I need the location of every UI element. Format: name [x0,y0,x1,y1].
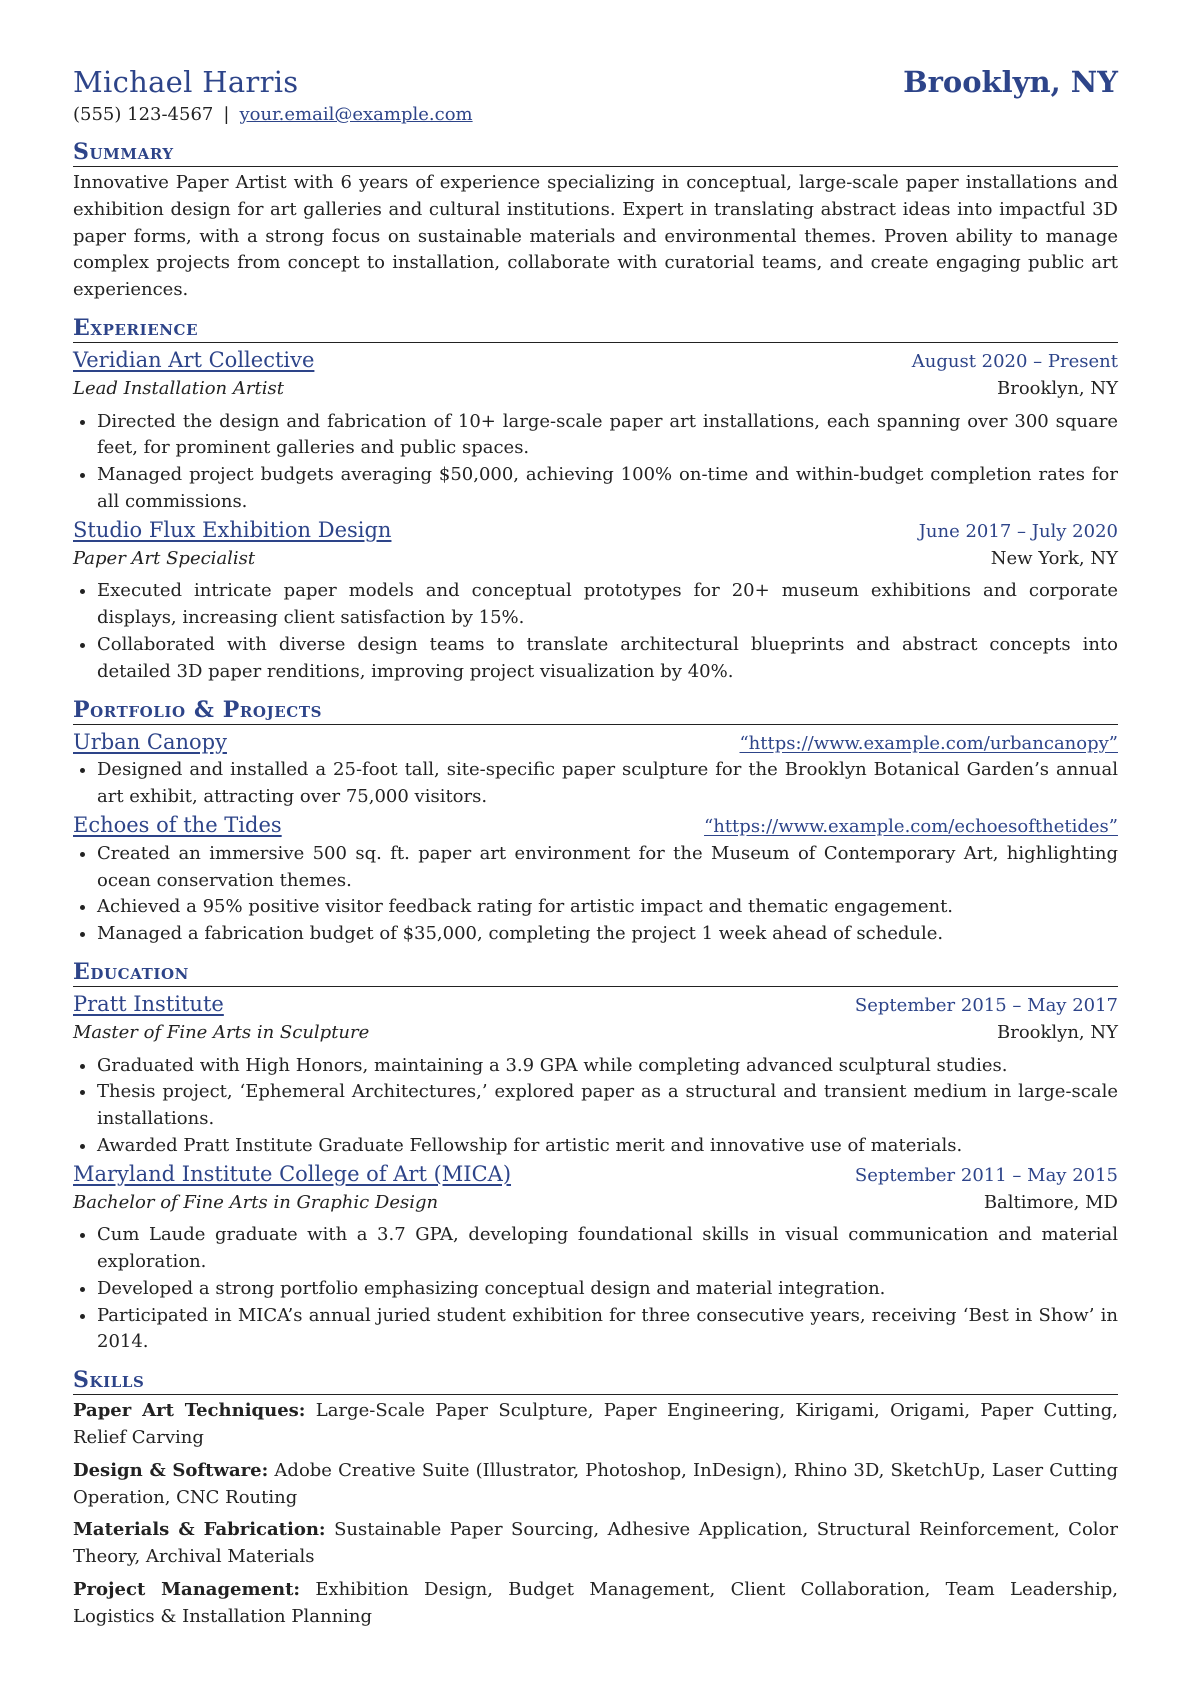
section-title-education: Education [73,958,1118,987]
skill-category: Project Management: [73,1579,301,1601]
project-name: Urban Canopy [73,729,227,754]
project-heading-row [73,728,1118,758]
candidate-name: Michael Harris [73,65,299,99]
section-title-summary: Summary [73,138,1118,167]
skill-values: Exhibition Design, Budget Management, Client Collaboration, Team Leadership, Logistics & Installation Planning [73,1579,1118,1627]
project-heading-row [73,811,1118,841]
entry-heading-row [73,346,1118,376]
contact-line [73,102,1118,128]
school-name: Maryland Institute College of Art (MICA) [73,1161,512,1186]
entry-heading-row [73,990,1118,1020]
employer-name: Studio Flux Exhibition Design [73,517,392,542]
skill-values: Adobe Creative Suite (Illustrator, Photoshop, InDesign), Rhino 3D, SketchUp, Laser Cutting Operation, CNC Routing [73,1459,1118,1508]
school-location: Brooklyn, NY [996,1021,1118,1043]
bullet-item: • Graduated with High Honors, maintaining a 3.9 GPA while completing advanced sculptural studies. [97,1053,1118,1080]
employer-name: Veridian Art Collective [73,347,315,372]
bullet-item: • Developed a strong portfolio emphasizing conceptual design and material integration. [97,1276,1118,1303]
degree-title: Bachelor of Fine Arts in Graphic Design [73,1191,439,1213]
employment-dates: August 2020 – Present [911,350,1118,372]
skill-values: Large-Scale Paper Sculpture, Paper Engineering, Kirigami, Origami, Paper Cutting, Relief Carving [73,1400,1118,1449]
bullet-list [73,757,1118,811]
bullet-item: • Achieved a 95% positive visitor feedback rating for artistic impact and thematic engagement. [97,894,1118,921]
contact-separator: | [223,104,230,125]
bullet-item: • Managed project budgets averaging $50,000, achieving 100% on-time and within-budget completion rates for all commissions. [97,462,1118,516]
skill-values: Sustainable Paper Sourcing, Adhesive Application, Structural Reinforcement, Color Theory, Archival Materials [73,1519,1118,1568]
job-title: Lead Installation Artist [73,377,284,399]
skill-category: Materials & Fabrication: [73,1519,326,1541]
bullet-item: • Participated in MICA’s annual juried student exhibition for three consecutive years, receiving ‘Best in Show’ in 2014. [97,1303,1118,1357]
skill-row [73,1458,1118,1512]
bullet-item: • Thesis project, ‘Ephemeral Architectures,’ explored paper as a structural and transient medium in large-scale installations. [97,1079,1118,1133]
study-dates: September 2011 – May 2015 [854,1164,1118,1186]
section-title-experience: Experience [73,314,1118,343]
summary-text: Innovative Paper Artist with 6 years of experience specializing in conceptual, large-scale paper installations and exhibition design for art galleries and cultural institutions. Expert in translating abstract ideas into impactful 3D paper forms, with a strong focus on sustainable materials and environmental themes. Proven ability to manage complex projects from concept to installation, collaborate with curatorial teams, and create engaging public art experiences. [73,172,1118,301]
job-location: Brooklyn, NY [996,377,1118,399]
entry-heading-row [73,1160,1118,1190]
section-title-skills: Skills [73,1366,1118,1395]
education-entry [73,990,1118,1160]
entry-subheading-row [73,376,1118,403]
candidate-city: Brooklyn, NY [903,65,1118,99]
education-list [73,990,1118,1356]
entry-subheading-row [73,1020,1118,1047]
phone-number: (555) 123-4567 [73,104,214,125]
bullet-item: • Executed intricate paper models and conceptual prototypes for 20+ museum exhibitions and corporate displays, increasing client satisfaction by 15%. [97,578,1118,632]
entry-heading-row [73,516,1118,546]
bullet-list [73,841,1118,948]
bullet-list [73,1053,1118,1160]
email-link[interactable]: your.email@example.com [239,104,473,125]
project-link[interactable]: “https://www.example.com/urbancanopy” [739,732,1118,754]
project-list [73,728,1118,948]
project-name: Echoes of the Tides [73,812,282,837]
bullet-list [73,578,1118,685]
bullet-item: • Cum Laude graduate with a 3.7 GPA, developing foundational skills in visual communication and material exploration. [97,1222,1118,1276]
project-entry [73,728,1118,811]
entry-subheading-row [73,546,1118,573]
study-dates: September 2015 – May 2017 [854,994,1118,1016]
skill-row [73,1577,1118,1631]
skills-list [73,1398,1118,1630]
bullet-list [73,1222,1118,1356]
bullet-item: • Created an immersive 500 sq. ft. paper art environment for the Museum of Contemporary Art, highlighting ocean conservation themes. [97,841,1118,895]
experience-entry [73,516,1118,686]
skill-category: Design & Software: [73,1459,269,1481]
employment-dates: June 2017 – July 2020 [918,520,1118,542]
entry-subheading-row [73,1190,1118,1217]
experience-entry [73,346,1118,516]
bullet-item: • Designed and installed a 25-foot tall, site-specific paper sculpture for the Brooklyn Botanical Garden’s annual art exhibit, attracting over 75,000 visitors. [97,757,1118,811]
skill-category: Paper Art Techniques: [73,1400,306,1422]
project-link[interactable]: “https://www.example.com/echoesofthetides” [704,815,1118,837]
bullet-item: • Directed the design and fabrication of 10+ large-scale paper art installations, each spanning over 300 square feet, for prominent galleries and public spaces. [97,409,1118,463]
bullet-item: • Managed a fabrication budget of $35,000, completing the project 1 week ahead of schedule. [97,921,1118,948]
education-entry [73,1160,1118,1357]
school-location: Baltimore, MD [983,1191,1118,1213]
section-title-portfolio: Portfolio & Projects [73,696,1118,725]
resume-header [73,62,1118,102]
job-location: New York, NY [990,547,1118,569]
project-entry [73,811,1118,948]
bullet-list [73,409,1118,516]
degree-title: Master of Fine Arts in Sculpture [73,1021,370,1043]
bullet-item: • Awarded Pratt Institute Graduate Fellowship for artistic merit and innovative use of materials. [97,1133,1118,1160]
experience-list [73,346,1118,686]
school-name: Pratt Institute [73,991,224,1016]
bullet-item: • Collaborated with diverse design teams to translate architectural blueprints and abstract concepts into detailed 3D paper renditions, improving project visualization by 40%. [97,632,1118,686]
skill-row [73,1398,1118,1452]
skill-row [73,1517,1118,1571]
job-title: Paper Art Specialist [73,547,256,569]
